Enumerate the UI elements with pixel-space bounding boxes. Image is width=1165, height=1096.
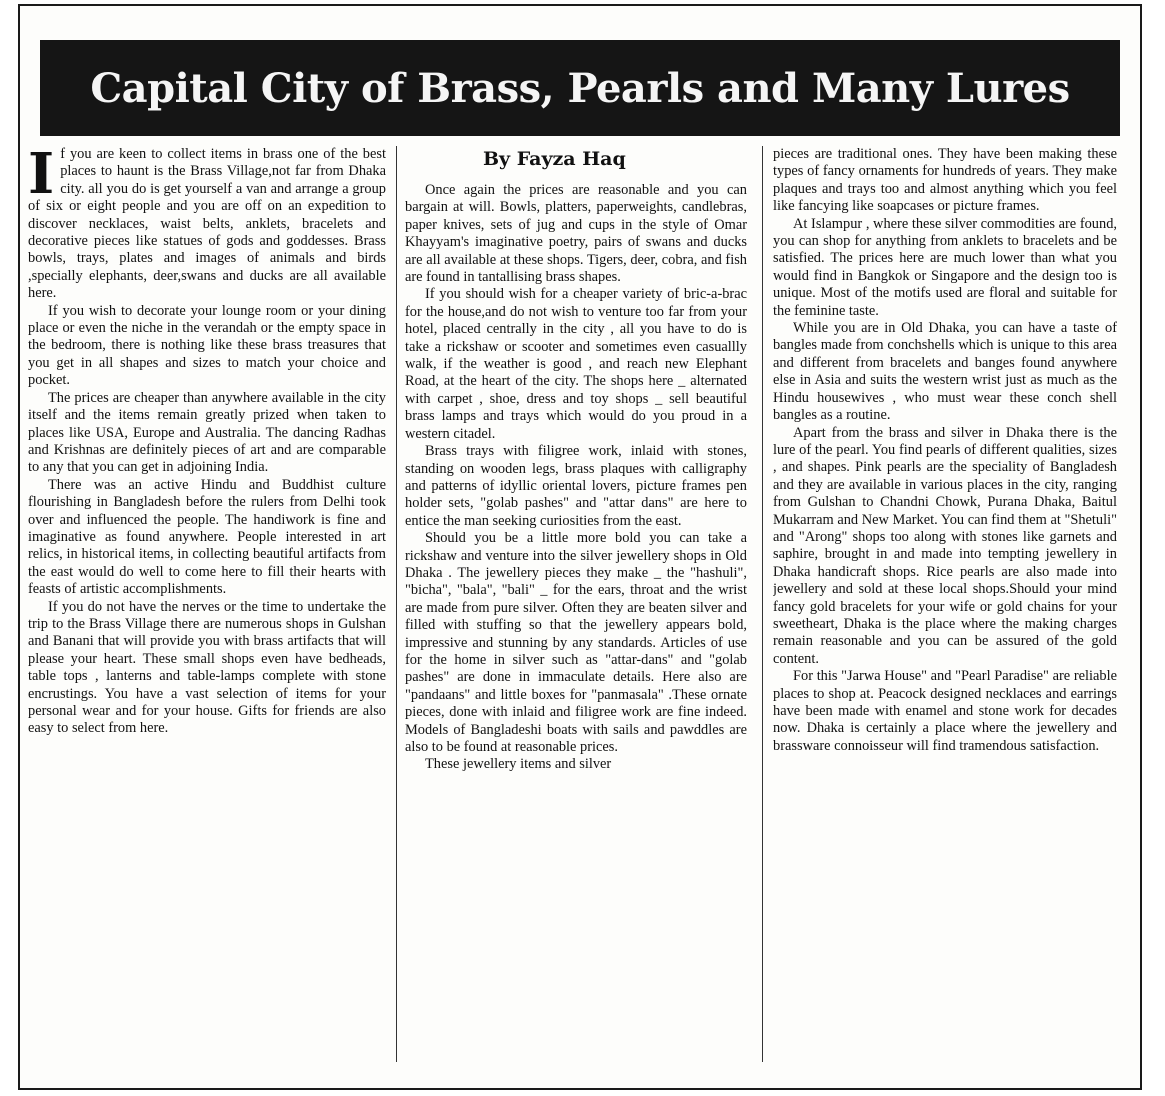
- article-column-3: [773, 146, 1117, 1062]
- byline: By Fayza Haq: [483, 148, 626, 170]
- paragraph: Brass trays with filigree work, inlaid with stones, standing on wooden legs, brass plaques with calligraphy and patterns of idyllic oriental lovers, picture frames pen holder sets, "golab pashes" and "attar dans" are here to entice the man seeking curiosities from the east.: [405, 443, 747, 529]
- paragraph: If you wish to decorate your lounge room or your dining place or even the niche in the verandah or the empty space in the bedroom, there is nothing like these brass treasures that you get in all shapes and sizes to match your choice and pocket.: [28, 302, 386, 389]
- paragraph: Apart from the brass and silver in Dhaka there is the lure of the pearl. You find pearls of different qualities, sizes , and shapes. Pink pearls are the speciality of Bangladesh and they are available in various places in the city, ranging from Gulshan to Chandni Chowk, Purana Dhaka, Baitul Mukarram and New Market. You can find them at "Shetuli" and "Arong" shops too along with stones like garnets and saphire, brought in and made into tempting jewellery in Dhaka handicraft shops. Rice pearls are also made into jewellery and sold at these local shops.Should your mind fancy gold bracelets for your wife or gold chains for your sweetheart, Dhaka is the place where the making charges remain reasonable and you can be assured of the gold content.: [773, 424, 1117, 667]
- paragraph: pieces are traditional ones. They have been making these types of fancy ornaments for hundreds of years. They make plaques and trays too and almost anything which you feel like fancying like soapcases or picture frames.: [773, 146, 1117, 215]
- paragraph: For this "Jarwa House" and "Pearl Paradise" are reliable places to shop at. Peacock designed necklaces and earrings have been made with enamel and stone work for decades now. Dhaka is certainly a place where the jewellery and brassware connoisseur will find tramendous satisfaction.: [773, 668, 1117, 754]
- paragraph: There was an active Hindu and Buddhist culture flourishing in Bangladesh before the rulers from Delhi took over and influenced the people. The handiwork is fine and imaginative as found anywhere. People interested in art relics, in historical items, in collecting beautiful artifacts from the east would do well to come here to fill their hearts with feasts of artistic accomplishments.: [28, 476, 386, 598]
- paragraph: These jewellery items and silver: [425, 756, 612, 773]
- article-column-2: [405, 146, 747, 1062]
- article-column-1: [28, 146, 386, 1062]
- paragraph: While you are in Old Dhaka, you can have a taste of bangles made from conchshells which is unique to this area and different from bracelets and banges found anywhere else in Asia and suits the western wrist just as much as the Hindu housewives , who must wear these conch shell bangles as a routine.: [773, 320, 1117, 424]
- drop-cap: I: [28, 146, 55, 207]
- headline-banner: [40, 40, 1120, 136]
- paragraph: f you are keen to collect items in brass one of the best places to haunt is the Brass Village,not far from Dhaka city. all you do is get yourself a van and arrange a group of six or eight people and you are off on an expedition to discover necklaces, waist belts, anklets, bracelets and decorative pieces like statues of gods and goddesses. Brass bowls, trays, plates and images of animals and birds ,specially elephants, deer,swans and ducks are all available here.: [28, 146, 386, 302]
- paragraph: If you do not have the nerves or the time to undertake the trip to the Brass Village there are numerous shops in Gulshan and Banani that will provide you with brass artifacts that will please your heart. These small shops even have bedheads, table tops , lanterns and table-lamps complete with stone encrustings. You have a vast selection of items for your personal wear and for your house. Gifts for friends are also easy to select from here.: [28, 598, 386, 737]
- headline: Capital City of Brass, Pearls and Many Lures: [90, 64, 1070, 112]
- column-divider: [396, 146, 397, 1062]
- column-divider: [762, 146, 763, 1062]
- paragraph: Once again the prices are reasonable and you can bargain at will. Bowls, platters, paperweights, candlebras, paper knives, sets of jug and cups in the style of Omar Khayyam's imaginative poetry, pairs of swans and ducks are all available at these shops. Tigers, deer, cobra, and fish are found in tantallising brass shapes.: [405, 182, 747, 286]
- paragraph: If you should wish for a cheaper variety of bric-a-brac for the house,and do not wish to venture too far from your hotel, placed centrally in the city , all you have to do is take a rickshaw or scooter and sometimes even casuallly walk, if the weather is good , and reach new Elephant Road, at the heart of the city. The shops here _ alternated with carpet , shoe, dress and toy shops _ sell beautiful brass lamps and trays which would do you proud in a western citadel.: [405, 286, 747, 442]
- paragraph: Should you be a little more bold you can take a rickshaw and venture into the silver jewellery shops in Old Dhaka . The jewellery pieces they make _ the "hashuli", "bicha", "bala", "bali" _ for the ears, throat and the wrist are made from pure silver. Often they are beaten silver and filled with stuffing so that the jewellery appears bold, impressive and stunning by any standards. Articles of use for the home in silver such as "attar-dans" and "golab pashes" are done in immaculate details. Here also are "pandaans" and little boxes for "panmasala" .These ornate pieces, done with inlaid and filigree work are fine indeed. Models of Bangladeshi boats with sails and pawddles are also to be found at reasonable prices.: [405, 530, 747, 755]
- paragraph: The prices are cheaper than anywhere available in the city itself and the items remain greatly prized when taken to places like USA, Europe and Australia. The dancing Radhas and Krishnas are definitely pieces of art and are comparable to any that you can get in adjoining India.: [28, 389, 386, 476]
- paragraph: At Islampur , where these silver commodities are found, you can shop for anything from anklets to bracelets and be satisfied. The prices here are much lower than what you would find in Bangkok or Singapore and the design too is unique. Most of the motifs used are floral and suitable for the feminine taste.: [773, 215, 1117, 319]
